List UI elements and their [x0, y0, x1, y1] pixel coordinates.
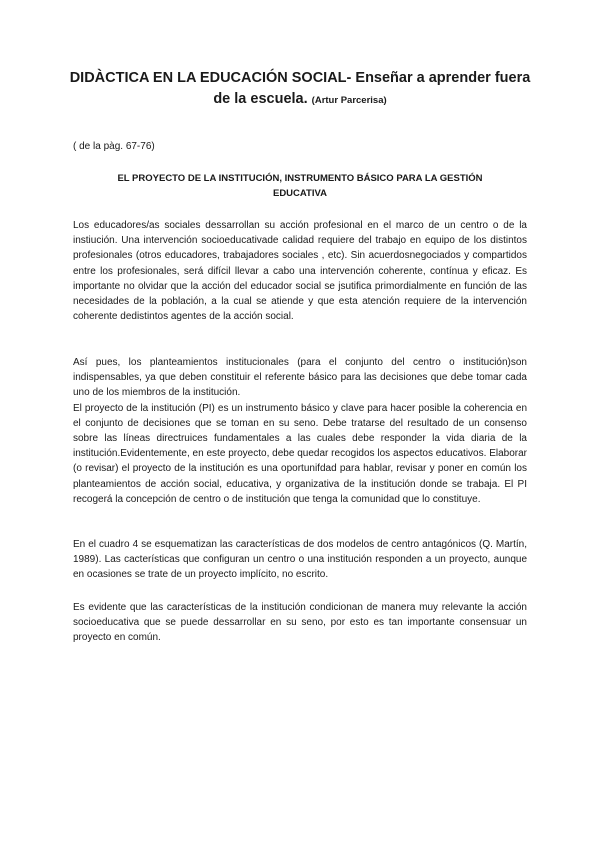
paragraph-4: Es evidente que las características de la institución condicionan de manera muy relevante la acción socioeducativa que se puede dessarrollar en su seno, por esto es tan importante consensuar un proyecto en común. [73, 602, 527, 644]
section-heading: EL PROYECTO DE LA INSTITUCIÓN, INSTRUMENTO BÁSICO PARA LA GESTIÓN EDUCATIVA [117, 173, 483, 199]
paragraph-2: Así pues, los planteamientos institucionales (para el conjunto del centro o institución)son indispensables, ya que deben constituir el referente básico para las decisiones que debe tomar cada uno de los miembros de la institución. El proyecto de la institución (PI) es un instrumento básico y clave para hacer posible la coherencia en el conjunto de decisiones que se toman en su seno. Debe tratarse del resultado de un consenso sobre las líneas directruices fundamentales a las cuales debe responder la vida diaria de la institución.Evidentemente, en este proyecto, debe quedar recogidos los aspectos educativos. Elaborar (o revisar) el proyecto de la institución es una oportunifdad para hablar, revisar y poner en común los planteamientos de acción social, educativa, y organizativa de la institución donde se trabaja. El PI recogerá la concepción de centro o de institución que tenga la comunidad que lo constituye. [73, 357, 527, 505]
document-title [60, 68, 540, 111]
paragraph-3: En el cuadro 4 se esquematizan las características de dos modelos de centro antagónicos (Q. Martín, 1989). Las cacterísticas que configuran un centro o una institución responden a un proyecto, aunque en ocasiones se trate de un proyecto implícito, no escrito. [73, 539, 527, 581]
page-reference: ( de la pàg. 67-76) [73, 141, 155, 152]
author-name: (Artur Parcerisa) [311, 95, 387, 106]
title-text: DIDÀCTICA EN LA EDUCACIÓN SOCIAL- Enseñar a aprender fuera de la escuela. [69, 70, 531, 107]
paragraph-1: Los educadores/as sociales dessarrollan su acción profesional en el marco de un centro o de la instiución. Una intervención socioeducativade calidad requiere del trabajo en equipo de los distintos profesionales (otros educadores, trabajadores sociales , etc). Sin acuerdosnegociados y compartidos entre los profesionales, será difícil llevar a cabo una intervención coherente, contínua y eficaz. Es importante no olvidar que la acción del educador social se jsutifica primordialmente en función de las necesidades de la población, a la cual se atiende y que esta atención requiere de la intervención coherente dedistintos agentes de la acción social. [73, 220, 527, 323]
